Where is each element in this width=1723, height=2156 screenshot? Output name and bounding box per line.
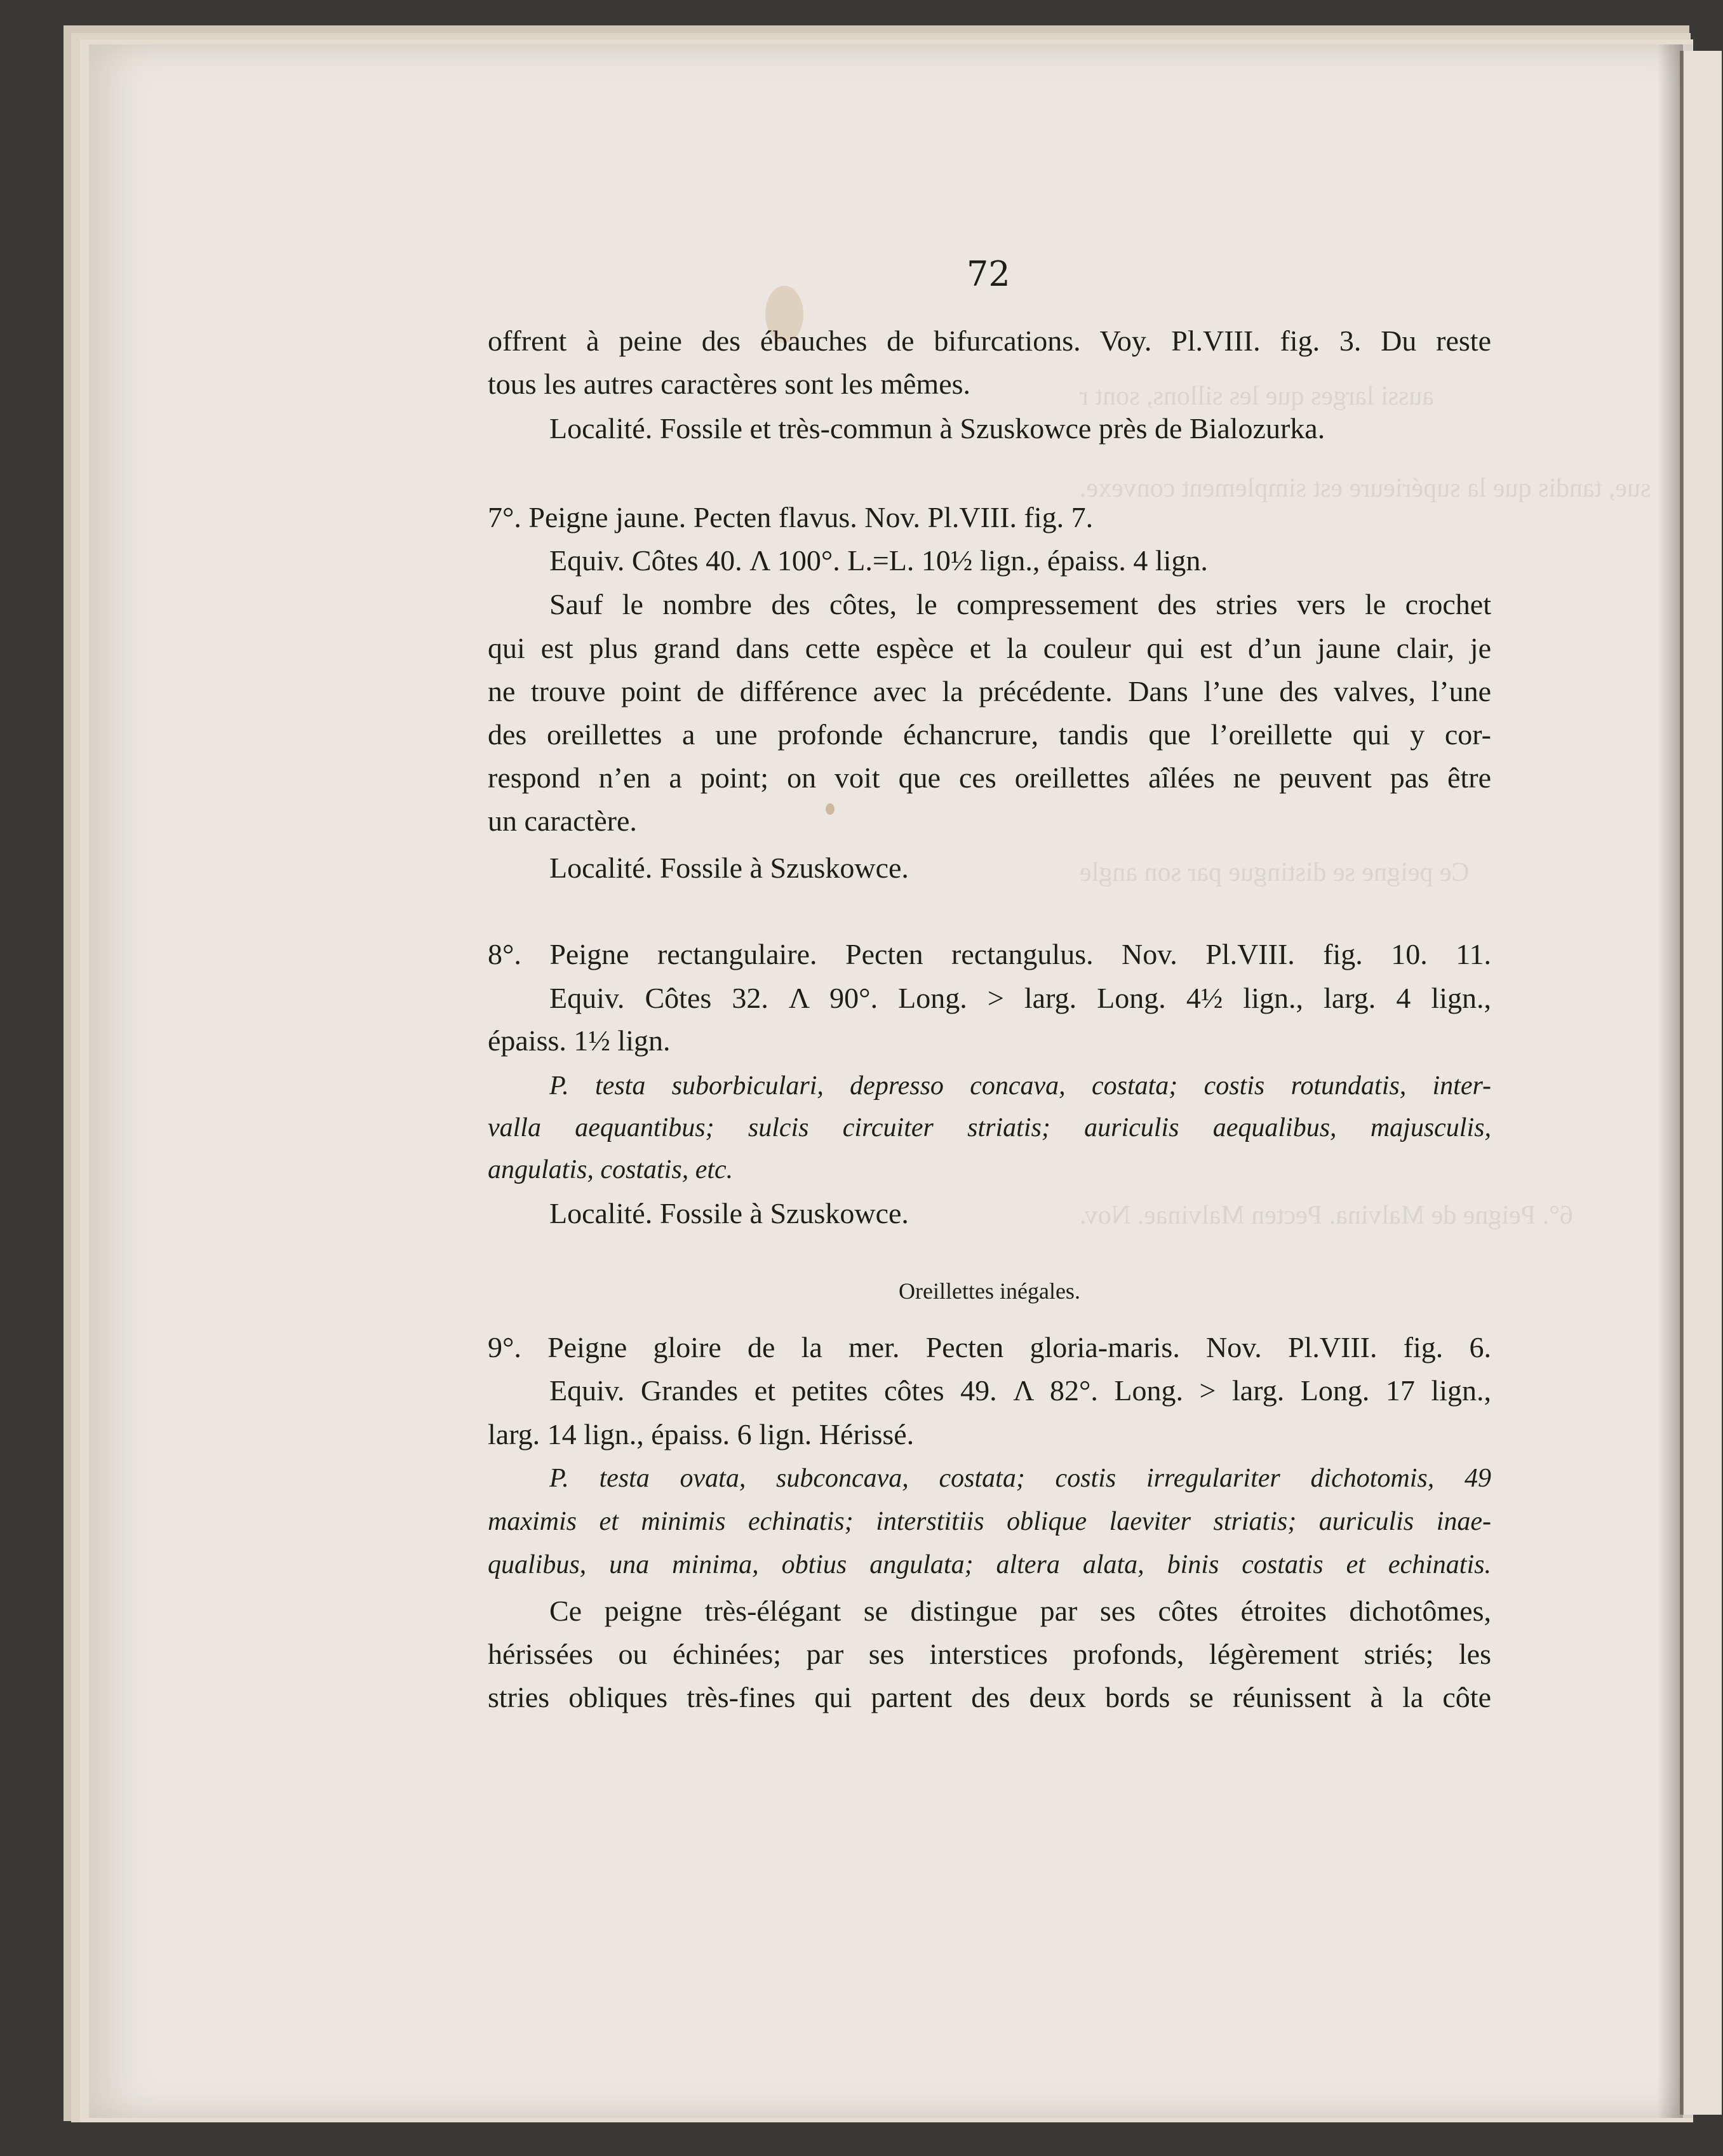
text-line: stries obliques très-fines qui partent des deux bords se réunissent à la côte [488, 1681, 1491, 1713]
text-line: 7°. Peigne jaune. Pecten flavus. Nov. Pl.VIII. fig. 7. [488, 501, 1094, 533]
text-line: Localité. Fossile et très-commun à Szuskowce près de Bialozurka. [549, 412, 1325, 445]
text-line: ne trouve point de différence avec la précédente. Dans l’une des valves, l’une [488, 675, 1491, 707]
latin-diagnosis-line: P. testa ovata, subconcava, costata; costis irregulariter dichotomis, 49 [549, 1464, 1491, 1493]
text-line: respond n’en a point; on voit que ces oreillettes aîlées ne peuvent pas être [488, 761, 1491, 794]
text-line: Localité. Fossile à Szuskowce. [549, 1197, 909, 1229]
text-line: Equiv. Côtes 32. Λ 90°. Long. > larg. Long. 4½ lign., larg. 4 lign., [549, 982, 1491, 1014]
text-line: tous les autres caractères sont les mêmes. [488, 368, 971, 400]
latin-diagnosis-line: angulatis, costatis, etc. [488, 1155, 734, 1184]
text-line: 9°. Peigne gloire de la mer. Pecten gloria-maris. Nov. Pl.VIII. fig. 6. [488, 1331, 1491, 1363]
text-line: Equiv. Côtes 40. Λ 100°. L.=L. 10½ lign., épaiss. 4 lign. [549, 544, 1208, 577]
show-through-text: sue, tandis que la supérieure est simplement convexe. [1080, 474, 1651, 503]
text-line: hérissées ou échinées; par ses interstices profonds, légèrement striés; les [488, 1638, 1491, 1670]
text-line: qui est plus grand dans cette espèce et la couleur qui est d’un jaune clair, je [488, 632, 1491, 664]
facing-page-edge [1680, 51, 1722, 2115]
section-heading: Oreillettes inégales. [899, 1278, 1080, 1304]
show-through-text: Ce peigne se distingue par son angle [1080, 858, 1470, 887]
text-line: épaiss. 1½ lign. [488, 1024, 671, 1057]
text-line: Localité. Fossile à Szuskowce. [549, 852, 909, 884]
text-line: 8°. Peigne rectangulaire. Pecten rectangulus. Nov. Pl.VIII. fig. 10. 11. [488, 938, 1491, 970]
text-line: larg. 14 lign., épaiss. 6 lign. Hérissé. [488, 1418, 915, 1450]
latin-diagnosis-line: maximis et minimis echinatis; interstitiis oblique laeviter striatis; auriculis inae- [488, 1507, 1491, 1536]
show-through-text: 6°. Peigne de Malvina. Pecten Malvinae. Nov. [1080, 1201, 1573, 1230]
show-through-text: aussi larges que les sillons, sont r [1080, 382, 1435, 411]
latin-diagnosis-line: qualibus, una minima, obtius angulata; altera alata, binis costatis et echinatis. [488, 1550, 1491, 1579]
gutter-shadow [1658, 44, 1683, 2118]
text-line: des oreillettes a une profonde échancrure, tandis que l’oreillette qui y cor- [488, 718, 1491, 751]
latin-diagnosis-line: P. testa suborbiculari, depresso concava, costata; costis rotundatis, inter- [549, 1071, 1491, 1101]
text-line: un caractère. [488, 805, 637, 837]
text-line: Equiv. Grandes et petites côtes 49. Λ 82°. Long. > larg. Long. 17 lign., [549, 1374, 1491, 1407]
page-number: 72 [967, 254, 1010, 294]
text-line: Ce peigne très-élégant se distingue par ses côtes étroites dichotômes, [549, 1595, 1491, 1627]
text-line: offrent à peine des ébauches de bifurcations. Voy. Pl.VIII. fig. 3. Du reste [488, 325, 1491, 357]
latin-diagnosis-line: valla aequantibus; sulcis circuiter striatis; auriculis aequalibus, majusculis, [488, 1113, 1491, 1142]
text-line: Sauf le nombre des côtes, le compressement des stries vers le crochet [549, 588, 1491, 620]
